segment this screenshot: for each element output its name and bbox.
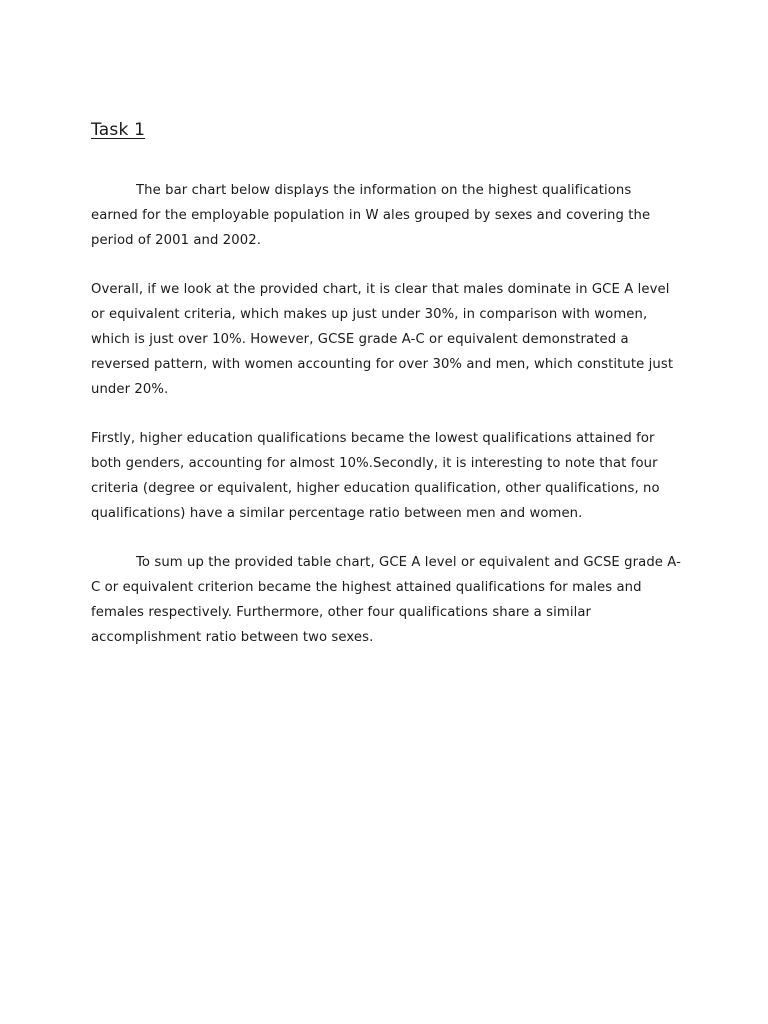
paragraph-conclusion: To sum up the provided table chart, GCE A level or equivalent and GCSE grade A-C or equivalent criterion became the highest attained qualifications for males and females respectively. Furthermore, other four qualifications share a similar accomplishment ratio between two sexes. [91,555,681,645]
paragraph-details: Firstly, higher education qualifications became the lowest qualifications attained for both genders, accounting for almost 10%.Secondly, it is interesting to note that four criteria (degree or equivalent, higher education qualification, other qualifications, no qualifications) have a similar percentage ratio between men and women. [91,431,660,521]
page-title: Task 1 [91,120,146,140]
paragraph-overview: Overall, if we look at the provided chart, it is clear that males dominate in GCE A level or equivalent criteria, which makes up just under 30%, in comparison with women, which is just over 10%. However, GCSE grade A-C or equivalent demonstrated a reversed pattern, with women accounting for over 30% and men, which constitute just under 20%. [91,282,674,397]
paragraph-intro: The bar chart below displays the information on the highest qualifications earned for the employable population in W ales grouped by sexes and covering the period of 2001 and 2002. [91,183,651,248]
document-body [91,178,681,674]
